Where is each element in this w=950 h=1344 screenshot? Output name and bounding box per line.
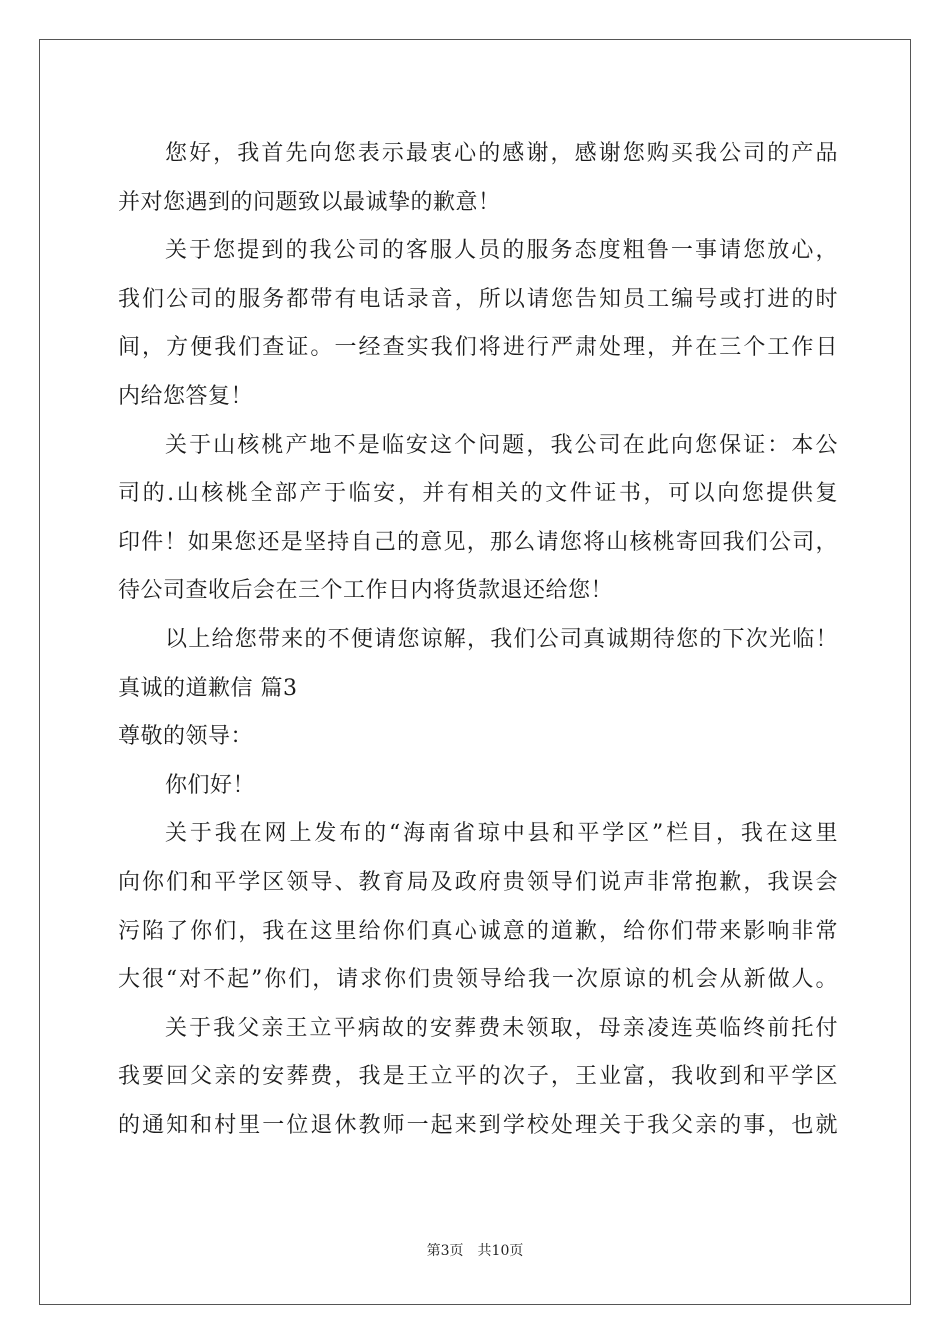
text-line: 关于我在网上发布的“海南省琼中县和平学区”栏目，我在这里 [165,821,838,847]
text-line: 关于山核桃产地不是临安这个问题，我公司在此向您保证：本公 [165,432,838,458]
page-number: 第3页 [426,1243,464,1259]
text-line: 我们公司的服务都带有电话录音，所以请您告知员工编号或打进的时 [118,286,838,312]
text-line: 尊敬的领导： [118,724,254,750]
text-line: 我要回父亲的安葬费，我是王立平的次子，王业富，我收到和平学区 [118,1064,838,1090]
text-line: 间，方便我们查证。一经查实我们将进行严肃处理，并在三个工作日 [118,335,838,361]
text-line: 你们好！ [165,772,256,798]
page-footer [0,1241,950,1261]
text-line: 真诚的道歉信 篇3 [118,675,298,701]
text-line: 您好，我首先向您表示最衷心的感谢，感谢您购买我公司的产品 [165,141,838,166]
text-line: 的通知和村里一位退休教师一起来到学校处理关于我父亲的事，也就 [118,1112,838,1138]
text-line: 以上给您带来的不便请您谅解，我们公司真诚期待您的下次光临！ [165,626,838,652]
text-line: 关于我父亲王立平病故的安葬费未领取，母亲凌连英临终前托付 [165,1015,838,1041]
text-line: 待公司查收后会在三个工作日内将货款退还给您！ [118,578,614,604]
text-line: 并对您遇到的问题致以最诚挚的歉意！ [118,189,501,215]
text-line: 大很“对不起”你们，请求你们贵领导给我一次原谅的机会从新做人。 [118,967,838,993]
text-line: 司的.山核桃全部产于临安，并有相关的文件证书，可以向您提供复 [118,481,838,507]
page-total: 共10页 [477,1243,524,1259]
text-line: 内给您答复！ [118,383,254,409]
document-body [118,130,838,1150]
text-line: 关于您提到的我公司的客服人员的服务态度粗鲁一事请您放心， [165,238,838,264]
text-line: 印件！如果您还是坚持自己的意见，那么请您将山核桃寄回我们公司， [118,529,838,555]
text-line: 向你们和平学区领导、教育局及政府贵领导们说声非常抱歉，我误会 [118,869,838,895]
text-line: 污陷了你们，我在这里给你们真心诚意的道歉，给你们带来影响非常 [118,918,838,944]
